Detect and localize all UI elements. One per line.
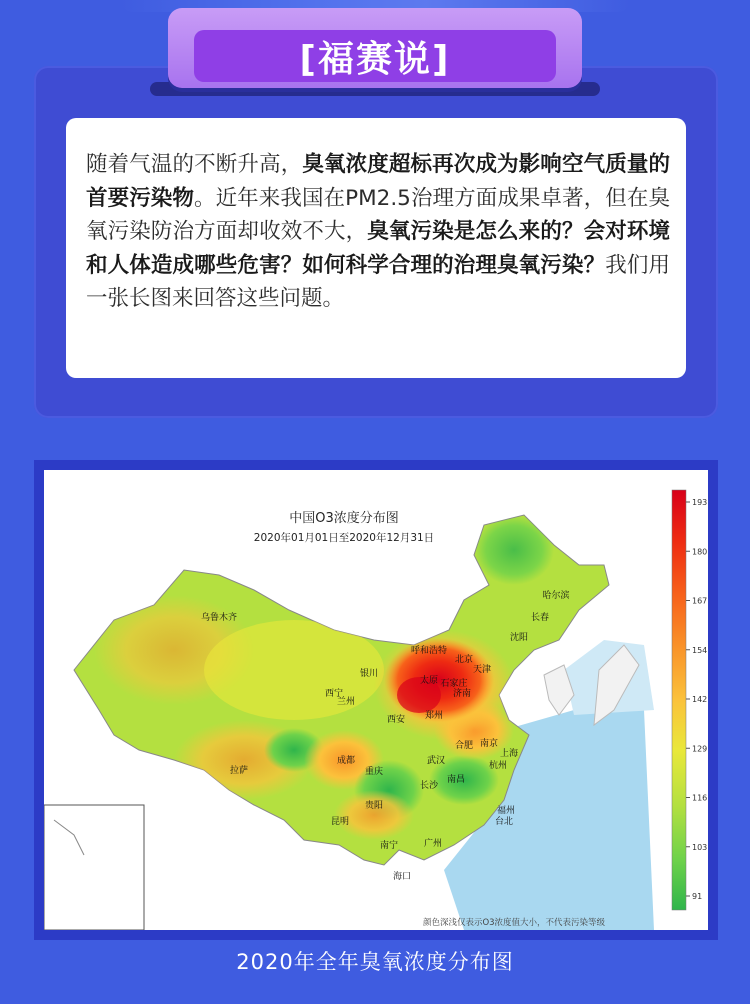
ozone-map-svg — [44, 470, 708, 930]
section-title: [福赛说] — [299, 38, 451, 80]
city-label: 台北 — [494, 817, 514, 827]
legend-tick-label: 180 — [692, 547, 708, 557]
legend-tick-label: 91 — [692, 892, 703, 901]
city-label: 南京 — [479, 739, 499, 749]
intro-paragraph — [86, 148, 670, 316]
city-label: 武汉 — [426, 756, 446, 766]
legend-tick-label: 167 — [692, 596, 708, 606]
title-ribbon — [168, 8, 582, 88]
city-label: 福州 — [496, 806, 516, 816]
legend-colorbar — [672, 490, 686, 910]
city-label: 上海 — [499, 749, 519, 759]
city-label: 西安 — [386, 715, 406, 725]
city-label: 太原 — [419, 676, 439, 686]
map-title: 中国O3浓度分布图 — [289, 511, 399, 526]
intro-text-3: 我们用一张长图来回答这些问题。 — [86, 252, 670, 311]
intro-card — [66, 118, 686, 378]
intro-bold-1: 臭氧浓度超标再次成为影响空气质量的首要污染物 — [86, 152, 670, 211]
legend-tick-label: 142 — [692, 695, 708, 704]
city-label: 石家庄 — [440, 679, 468, 689]
city-label: 拉萨 — [229, 766, 249, 776]
city-label: 南昌 — [446, 775, 466, 785]
city-label: 贵阳 — [364, 801, 384, 811]
legend-tick-label: 116 — [692, 793, 708, 803]
map-subtitle: 2020年01月01日至2020年12月31日 — [253, 532, 435, 544]
city-label: 海口 — [392, 872, 412, 882]
map-footnote: 颜色深浅仅表示O3浓度值大小，不代表污染等级 — [422, 918, 606, 928]
legend-tick-label: 129 — [692, 744, 708, 754]
title-ribbon-inner — [194, 30, 556, 82]
legend-tick-label: 103 — [692, 842, 708, 852]
city-label: 哈尔滨 — [542, 591, 570, 601]
city-label: 广州 — [423, 839, 443, 849]
legend-tick-label: 193 — [692, 498, 708, 507]
city-label: 合肥 — [454, 741, 474, 751]
city-label: 沈阳 — [509, 633, 529, 643]
city-label: 兰州 — [336, 697, 356, 707]
city-label: 郑州 — [424, 711, 444, 721]
intro-text-1: 随着气温的不断升高， — [86, 152, 303, 177]
intro-bold-2: 臭氧污染是怎么来的？会对环境和人体造成哪些危害？如何科学合理的治理臭氧污染？ — [86, 219, 670, 278]
city-label: 呼和浩特 — [410, 646, 448, 656]
legend-tick-label: 154 — [692, 645, 708, 655]
city-label: 北京 — [454, 655, 474, 665]
city-label: 杭州 — [488, 761, 508, 771]
city-label: 成都 — [336, 756, 356, 766]
city-label: 西宁 — [324, 689, 344, 699]
city-label: 长春 — [530, 613, 550, 623]
ozone-map — [44, 470, 708, 930]
city-label: 银川 — [359, 669, 379, 679]
city-label: 南宁 — [379, 841, 399, 851]
intro-text-2: 。近年来我国在PM2.5治理方面成果卓著，但在臭氧污染防治方面却收效不大， — [86, 185, 670, 244]
city-label: 重庆 — [364, 767, 384, 777]
city-label: 长沙 — [419, 781, 439, 791]
city-label: 乌鲁木齐 — [200, 613, 238, 623]
city-label: 天津 — [472, 665, 492, 675]
map-caption: 2020年全年臭氧浓度分布图 — [236, 950, 514, 974]
city-label: 济南 — [452, 689, 472, 699]
city-label: 昆明 — [330, 817, 350, 827]
